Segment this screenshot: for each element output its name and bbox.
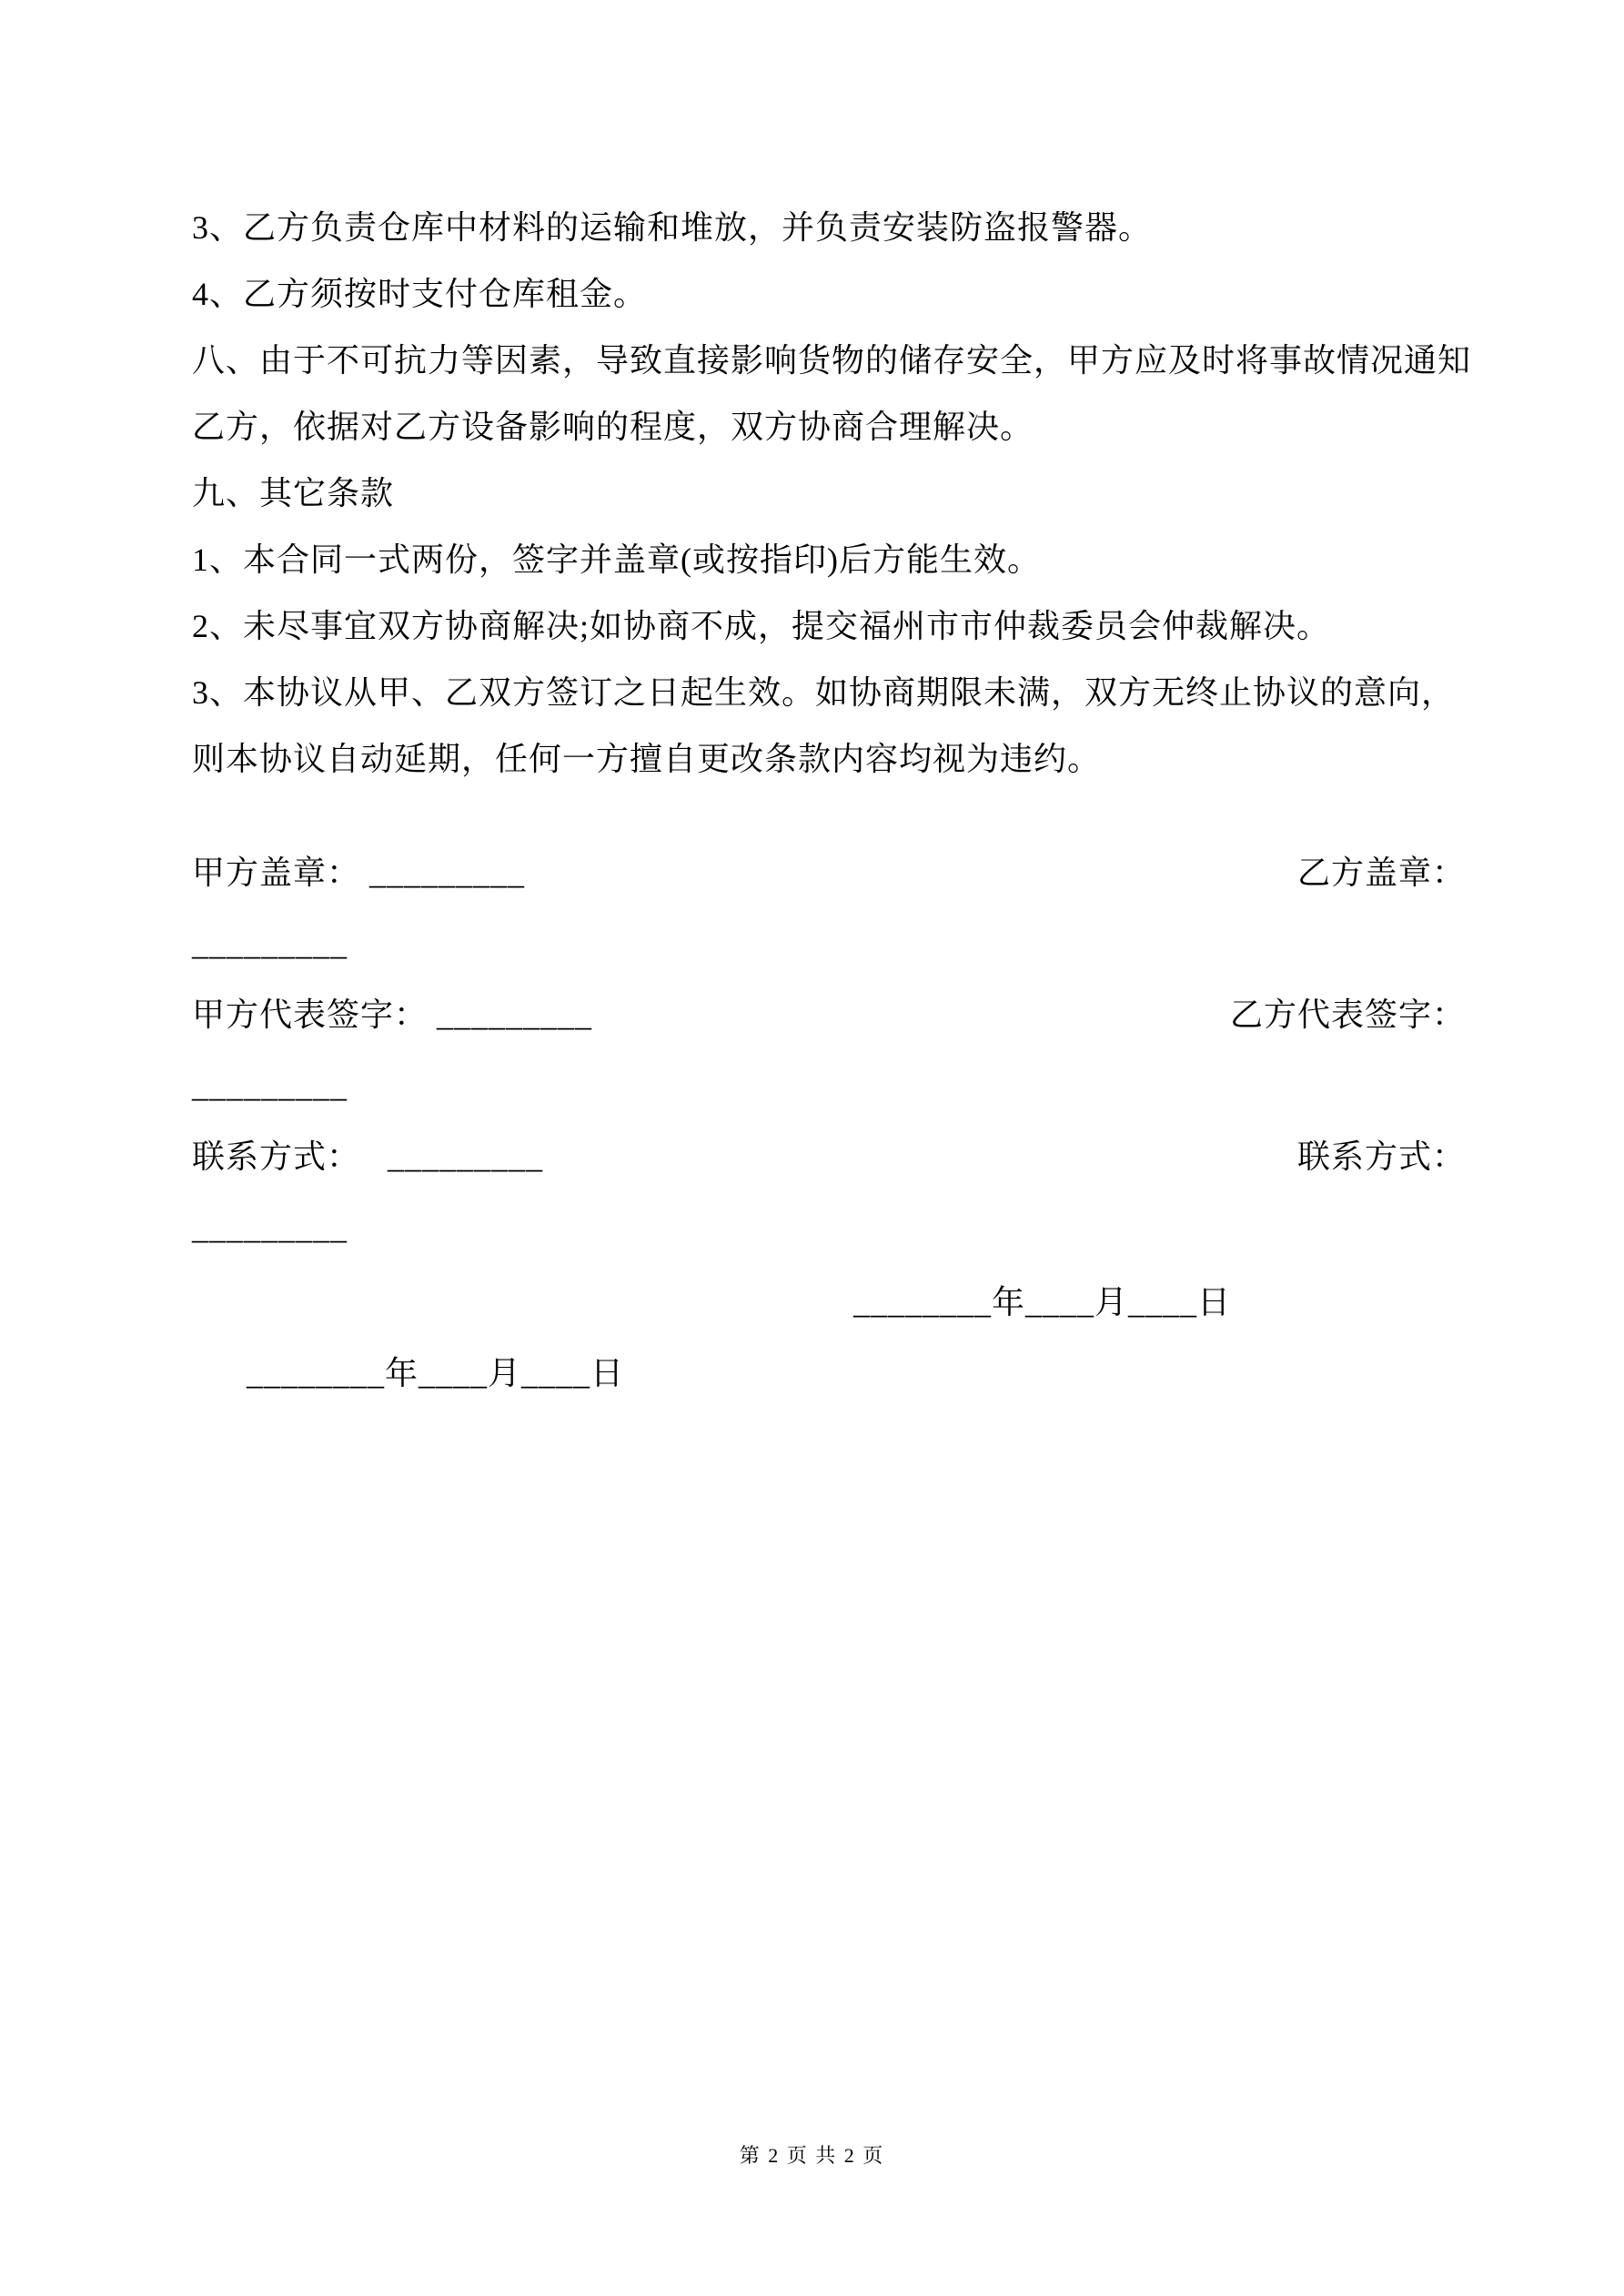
representative-blank-row <box>192 1050 1466 1121</box>
signature-blank-line: _________ <box>192 925 348 962</box>
clause-line: 3、乙方负责仓库中材料的运输和堆放，并负责安装防盗报警器。 <box>192 209 1153 246</box>
seal-row <box>192 837 1466 908</box>
party-a-representative-line: 甲方代表签字： _________ <box>192 996 593 1033</box>
clause-line: 八、由于不可抗力等因素，导致直接影响货物的储存安全，甲方应及时将事故情况通知 <box>192 342 1472 379</box>
party-b-date-line: ________年____月____日 <box>853 1284 1231 1320</box>
party-a-seal-line: 甲方盖章： _________ <box>192 855 526 891</box>
clause-heading: 九、其它条款 <box>192 475 395 511</box>
party-a-date-line: ________年____月____日 <box>247 1355 624 1391</box>
clause-line: 乙方，依据对乙方设备影响的程度，双方协商合理解决。 <box>192 409 1034 445</box>
representative-sign-row <box>192 979 1466 1050</box>
clause-line: 则本协议自动延期，任何一方擅自更改条款内容均视为违约。 <box>192 741 1102 777</box>
clause-line: 3、本协议从甲、乙双方签订之日起生效。如协商期限未满，双方无终止协议的意向， <box>192 674 1456 711</box>
page-footer: 第 2 页 共 2 页 <box>739 2144 885 2167</box>
party-b-seal-label: 乙方盖章： <box>1296 855 1466 891</box>
party-a-contact-line: 联系方式： _________ <box>192 1138 544 1175</box>
contract-body <box>192 195 1472 793</box>
seal-blank-row <box>192 908 1466 979</box>
signature-blank-line: _________ <box>192 1209 348 1246</box>
contact-row <box>192 1121 1466 1192</box>
clause-line: 1、本合同一式两份，签字并盖章(或按指印)后方能生效。 <box>192 541 1041 578</box>
signature-section <box>192 837 1466 1551</box>
party-b-contact-label: 联系方式： <box>1296 1138 1466 1175</box>
contact-blank-row <box>192 1192 1466 1263</box>
signature-blank-line: _________ <box>192 1067 348 1104</box>
party-b-representative-label: 乙方代表签字： <box>1229 996 1466 1033</box>
clause-line: 2、未尽事宜双方协商解决;如协商不成，提交福州市市仲裁委员会仲裁解决。 <box>192 608 1331 644</box>
clause-line: 4、乙方须按时支付仓库租金。 <box>192 276 648 312</box>
date-row <box>192 1267 1466 1551</box>
